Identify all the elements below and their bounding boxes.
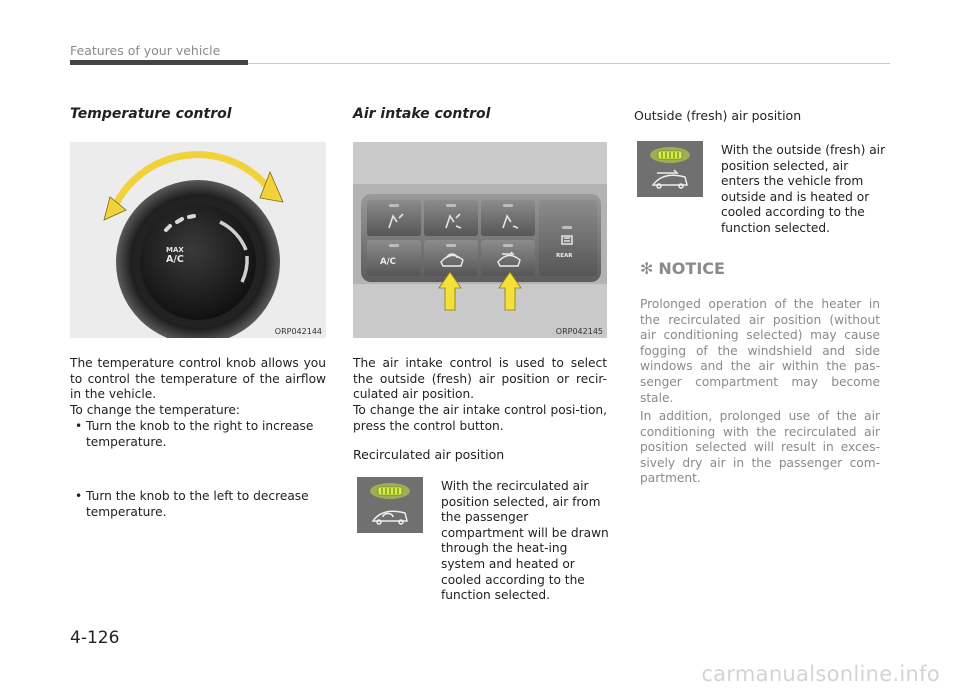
outside-air-title: Outside (fresh) air position (634, 108, 802, 123)
air-intake-title: Air intake control (353, 106, 491, 122)
panel-label-rear: REAR (556, 253, 573, 259)
temperature-bullet-decrease (70, 489, 326, 520)
notice-paragraph-2: In addition, prolonged use of the air conditioning with the recirculated air position selected will result in exces-sively dry air in the passenger com-partment. (640, 409, 880, 486)
outside-air-icon (637, 141, 703, 197)
air-intake-paragraph-2: To change the air intake control posi-tion, press the control button. (353, 403, 607, 433)
temperature-title: Temperature control (70, 106, 232, 122)
temperature-image-code: ORP042144 (274, 327, 322, 336)
temperature-knob-illustration (70, 142, 326, 338)
notice-heading (640, 259, 725, 278)
header-rule (248, 63, 890, 64)
recirculated-air-icon-box (357, 477, 423, 533)
outside-air-text: With the outside (fresh) air position selected, air enters the vehicle from outside and is heated or cooled according to the function selected. (721, 143, 886, 235)
notice-paragraph-1: Prolonged operation of the heater in the recirculated air position (without air conditioning selected) may cause fogging of the windshield and side windows and the air within the pas-senger compartment may become stale. (640, 297, 880, 405)
section-label: Features of your vehicle (70, 43, 221, 58)
watermark: carmanualsonline.info (701, 662, 940, 686)
panel-label-ac: A/C (380, 257, 396, 267)
temperature-bullet-increase (70, 419, 326, 450)
knob-label-ac: A/C (166, 254, 184, 265)
outside-air-icon-box (637, 141, 703, 197)
recirculated-title: Recirculated air position (353, 447, 505, 462)
bullet-dot: • (75, 489, 83, 504)
bullet-dot: • (75, 419, 83, 433)
air-intake-panel-photo (353, 142, 607, 338)
notice-star-icon: ✻ (640, 259, 654, 278)
temperature-intro: To change the temperature: (70, 403, 241, 417)
recirculated-air-icon (357, 477, 423, 533)
knob-label-max: MAX (166, 246, 184, 254)
bullet-text: Turn the knob to the right to increase temperature. (86, 419, 314, 449)
header-bar (70, 60, 248, 65)
temperature-paragraph: The temperature control knob allows you to control the temperature of the airflow in the vehicle. (70, 356, 326, 402)
knob-dial (140, 204, 256, 320)
page-number: 4-126 (70, 628, 120, 648)
air-intake-image-code: ORP042145 (555, 327, 603, 336)
bullet-text: Turn the knob to the left to decrease temperature. (86, 489, 309, 519)
notice-title: NOTICE (658, 259, 725, 278)
control-panel-illustration (353, 142, 607, 338)
air-intake-paragraph-1: The air intake control is used to select the outside (fresh) air position or recir-culated air position. (353, 356, 607, 402)
temperature-knob-photo (70, 142, 326, 338)
recirculated-text: With the recirculated air position selected, air from the passenger compartment will be drawn through the heat-ing system and heated or cooled according to the function selected. (441, 479, 609, 603)
